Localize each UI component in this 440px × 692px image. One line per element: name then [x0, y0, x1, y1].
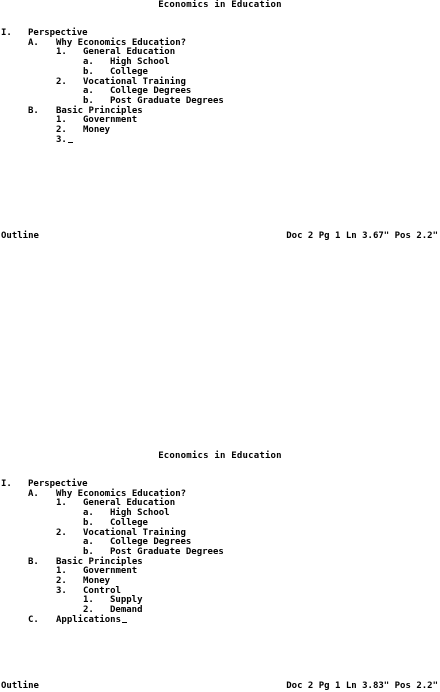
outline-text: Applications [56, 614, 122, 625]
outline-marker: A. [28, 488, 39, 499]
outline-text: Control [83, 585, 121, 596]
mode-indicator: Outline [1, 231, 39, 241]
outline-text: Why Economics Education? [56, 488, 187, 499]
outline-marker: I. [1, 479, 12, 489]
outline-marker: B. [28, 105, 39, 116]
outline-text: Money [83, 576, 111, 586]
outline-marker: 2. [56, 576, 67, 586]
outline-marker: 3. [56, 585, 67, 596]
document-title: Economics in Education [158, 0, 282, 10]
outline-text: Why Economics Education? [56, 37, 187, 48]
outline-marker: A. [28, 37, 39, 48]
position-readout [286, 681, 438, 691]
outline-marker: 1. [56, 498, 67, 509]
outline-text: Perspective [28, 28, 88, 38]
editor-screen-bottom[interactable] [0, 451, 440, 692]
outline-text: Post Graduate Degrees [110, 95, 224, 106]
status-bar [0, 231, 440, 241]
outline-text: Basic Principles [56, 556, 143, 567]
doc-indicator: Doc 2 [286, 681, 314, 691]
outline-marker: 1. [56, 566, 67, 577]
outline-marker: a. [83, 508, 94, 519]
outline-marker: b. [83, 95, 94, 106]
outline-marker: B. [28, 556, 39, 567]
outline-marker: I. [1, 28, 12, 38]
outline-marker: b. [83, 517, 94, 528]
status-bar [0, 681, 440, 691]
outline-text: Perspective [28, 479, 88, 489]
position-readout [286, 231, 438, 241]
outline-text: College [110, 517, 148, 528]
outline-marker: 2. [83, 605, 94, 616]
outline-text: High School [110, 57, 170, 68]
outline-marker: 2. [56, 76, 67, 87]
column-position-indicator: Pos 2.2" [394, 231, 438, 241]
line-indicator: Ln 3.83" [345, 681, 390, 691]
outline-marker: 2. [56, 527, 67, 538]
outline-marker: 2. [56, 125, 67, 135]
editor-screen-top[interactable] [0, 0, 440, 242]
outline-text: College [110, 66, 148, 77]
outline-marker: 1. [56, 47, 67, 58]
outline-text: Vocational Training [83, 76, 186, 87]
outline-text: Vocational Training [83, 527, 186, 538]
mode-indicator: Outline [1, 681, 39, 691]
outline-marker: a. [83, 537, 94, 548]
outline-marker: b. [83, 66, 94, 77]
doc-indicator: Doc 2 [286, 231, 314, 241]
outline-text: Demand [110, 605, 143, 616]
outline-marker: 1. [56, 115, 67, 126]
page-indicator: Pg 1 [318, 681, 341, 691]
column-position-indicator: Pos 2.2" [394, 681, 438, 691]
outline-marker: b. [83, 546, 94, 557]
outline-text: Government [83, 566, 138, 577]
outline-text: Money [83, 125, 111, 135]
outline-text: High School [110, 508, 170, 519]
document-title: Economics in Education [158, 451, 282, 461]
text-cursor [68, 142, 73, 143]
outline-marker: C. [28, 614, 39, 625]
line-indicator: Ln 3.67" [345, 231, 390, 241]
outline-marker: a. [83, 86, 94, 97]
outline-text: General Education [83, 47, 176, 58]
outline-text: Post Graduate Degrees [110, 546, 224, 557]
outline-text: Basic Principles [56, 105, 143, 116]
outline-text: Supply [110, 595, 143, 606]
text-cursor [122, 622, 127, 623]
outline-text: Government [83, 115, 138, 126]
outline-text: General Education [83, 498, 176, 509]
outline-text: College Degrees [110, 537, 192, 548]
outline-marker: 1. [83, 595, 94, 606]
page-indicator: Pg 1 [318, 231, 341, 241]
outline-text: College Degrees [110, 86, 192, 97]
outline-marker: a. [83, 57, 94, 68]
outline-marker: 3. [56, 134, 67, 145]
